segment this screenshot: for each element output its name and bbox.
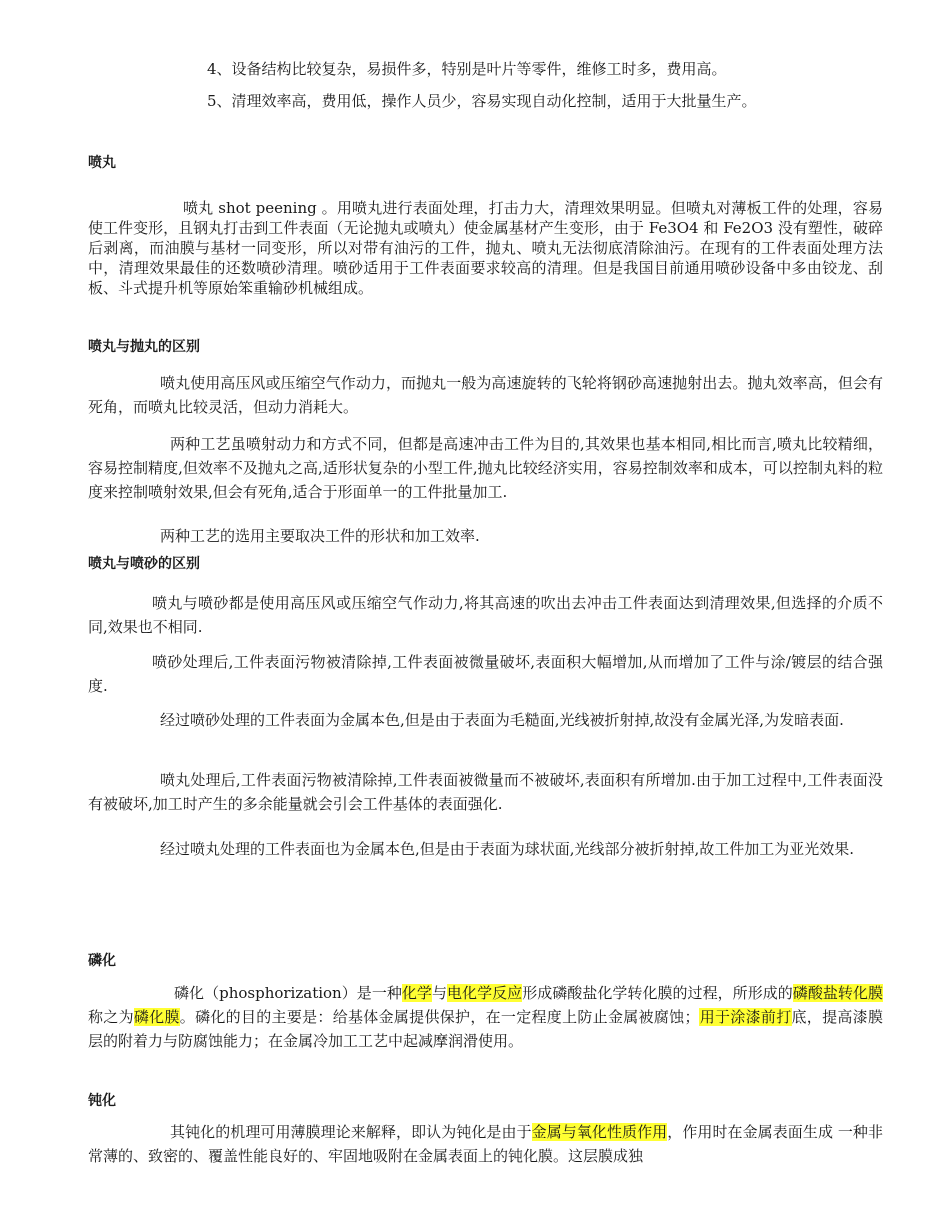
list-item-5: 5、清理效率高，费用低，操作人员少，容易实现自动化控制，适用于大批量生产。	[207, 92, 757, 110]
phosphating-text-4: 称之为	[88, 1008, 134, 1026]
section-heading-peening-vs-sandblasting: 喷丸与喷砂的区别	[88, 556, 200, 572]
passivation-text-2: ，作用时在金属表面生成 一种非常薄的、致密的、覆盖性能良好的、牢固地吸附在金属表面上的钝化膜。这层膜成独	[88, 1123, 883, 1165]
phosphating-paragraph	[88, 981, 883, 1053]
phosphating-text-1: 磷化（phosphorization）是一种	[174, 984, 402, 1002]
highlight-pre-paint-primer: 用于涂漆前打	[699, 1008, 792, 1026]
peening-vs-blasting-paragraph-1: 喷丸使用高压风或压缩空气作动力，而抛丸一般为高速旋转的飞轮将钢砂高速抛射出去。抛丸效率高，但会有死角，而喷丸比较灵活，但动力消耗大。	[88, 374, 883, 416]
peening-vs-sandblasting-paragraph-1: 喷丸与喷砂都是使用高压风或压缩空气作动力,将其高速的吹出去冲击工件表面达到清理效果,但选择的介质不同,效果也不相同.	[88, 594, 883, 636]
section-heading-passivation: 钝化	[88, 1093, 116, 1109]
phosphating-text-2: 与	[431, 984, 448, 1002]
phosphating-text-6: 底，提高漆膜层的附着力与防腐蚀能力；在金属冷加工工艺中起减摩润滑使用。	[88, 1008, 883, 1050]
section-heading-shot-peening: 喷丸	[88, 155, 116, 171]
peening-vs-blasting-paragraph-3: 两种工艺的选用主要取决工件的形状和加工效率.	[160, 527, 480, 545]
peening-vs-sandblasting-paragraph-5: 经过喷丸处理的工件表面也为金属本色,但是由于表面为球状面,光线部分被折射掉,故工件加工为亚光效果.	[160, 840, 855, 858]
peening-vs-blasting-paragraph-2: 两种工艺虽喷射动力和方式不同，但都是高速冲击工件为目的,其效果也基本相同,相比而言,喷丸比较精细，容易控制精度,但效率不及抛丸之高,适形状复杂的小型工件,抛丸比较经济实用，容易控制效率和成本，可以控制丸料的粒度来控制喷射效果,但会有死角,适合于形面单一的工件批量加工.	[88, 435, 883, 501]
peening-vs-sandblasting-paragraph-2: 喷砂处理后,工件表面污物被清除掉,工件表面被微量破坏,表面积大幅增加,从而增加了工件与涂/镀层的结合强度.	[88, 653, 883, 695]
list-item-4: 4、设备结构比较复杂，易损件多，特别是叶片等零件，维修工时多，费用高。	[207, 60, 727, 78]
section-heading-peening-vs-blasting: 喷丸与抛丸的区别	[88, 339, 200, 355]
phosphating-text-5: 。磷化的目的主要是：给基体金属提供保护，在一定程度上防止金属被腐蚀；	[179, 1008, 700, 1026]
highlight-phosphating-film: 磷化膜	[133, 1008, 180, 1026]
phosphating-text-3: 形成磷酸盐化学转化膜的过程，所形成的	[522, 984, 793, 1002]
passivation-paragraph	[88, 1120, 883, 1168]
section-heading-phosphating: 磷化	[88, 953, 116, 969]
shot-peening-paragraph: 喷丸 shot peening 。用喷丸进行表面处理，打击力大，清理效果明显。但喷丸对薄板工件的处理，容易使工件变形，且钢丸打击到工件表面（无论抛丸或喷丸）使金属基材产生变形，由于 Fe3O4 和 Fe2O3 没有塑性，破碎后剥离，而油膜与基材一同变形，所以对带有油污的工件，抛丸、喷丸无法彻底清除油污。在现有的工件表面处理方法中，清理效果最佳的还数喷砂清理。喷砂适用于工件表面要求较高的清理。但是我国目前通用喷砂设备中多由铰龙、刮板、斗式提升机等原始笨重输砂机械组成。	[88, 199, 883, 297]
highlight-chemistry: 化学	[401, 984, 432, 1002]
peening-vs-sandblasting-paragraph-4: 喷丸处理后,工件表面污物被清除掉,工件表面被微量而不被破坏,表面积有所增加.由于加工过程中,工件表面没有被破坏,加工时产生的多余能量就会引会工件基体的表面强化.	[88, 771, 883, 813]
passivation-text-1: 其钝化的机理可用薄膜理论来解释，即认为钝化是由于	[170, 1123, 532, 1141]
highlight-metal-oxidizing-action: 金属与氧化性质作用	[531, 1123, 668, 1141]
peening-vs-sandblasting-paragraph-3: 经过喷砂处理的工件表面为金属本色,但是由于表面为毛糙面,光线被折射掉,故没有金属光泽,为发暗表面.	[160, 711, 844, 729]
highlight-phosphate-conversion-film: 磷酸盐转化膜	[792, 984, 883, 1002]
highlight-electrochemical-reaction: 电化学反应	[447, 984, 523, 1002]
